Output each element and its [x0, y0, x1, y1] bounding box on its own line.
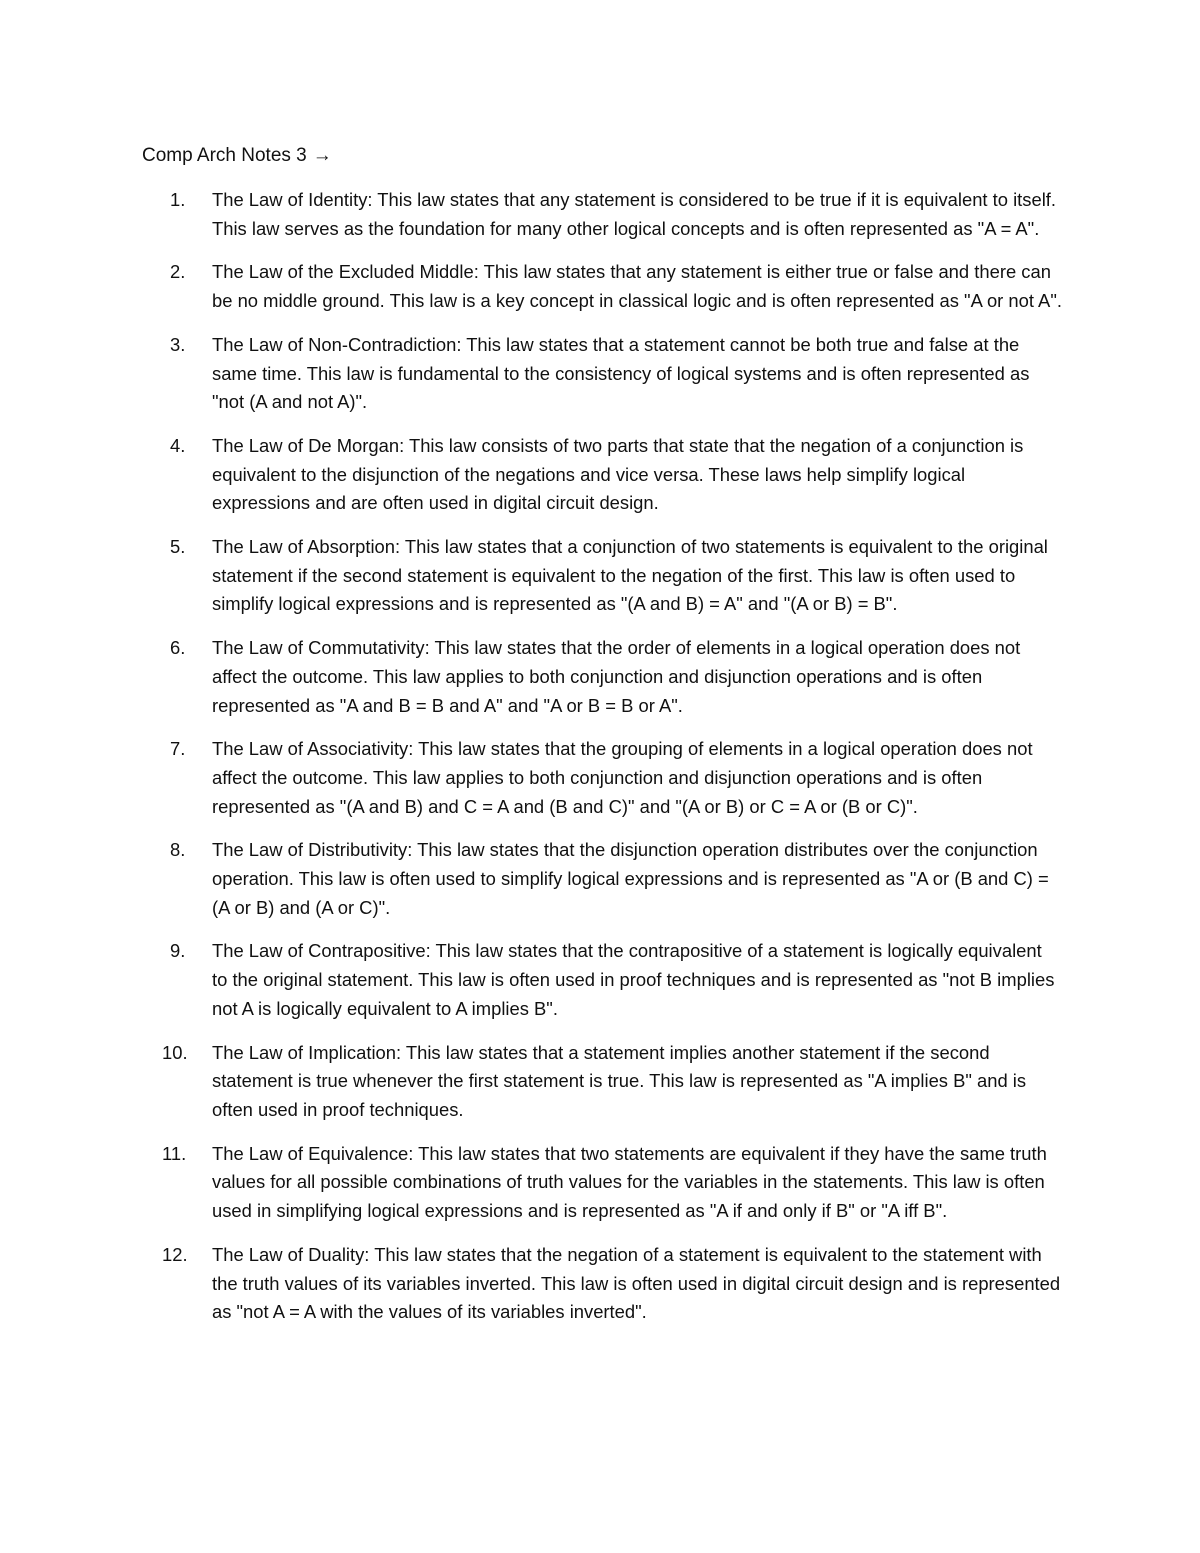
list-item-number: 12.: [162, 1243, 188, 1265]
list-item: [142, 331, 1062, 417]
list-item-text: The Law of Absorption: This law states that a conjunction of two statements is equivalent to the original statement if the second statement is equivalent to the negation of the first. This law is often used to simplify logical expressions and is represented as "(A and B) = A" and "(A or B) = B".: [212, 536, 1048, 615]
list-item-text: The Law of Identity: This law states that any statement is considered to be true if it is equivalent to itself. This law serves as the foundation for many other logical concepts and is often represented as "A = A".: [212, 189, 1057, 239]
list-item-text: The Law of the Excluded Middle: This law states that any statement is either true or false and there can be no middle ground. This law is a key concept in classical logic and is often represented as "A or not A".: [212, 261, 1062, 312]
list-item-text: The Law of Contrapositive: This law states that the contrapositive of a statement is logically equivalent to the original statement. This law is often used in proof techniques and is represented as "not B implies not A is logically equivalent to A implies B".: [212, 940, 1055, 1019]
list-item-number: 1.: [170, 189, 186, 210]
list-item-number: 7.: [170, 738, 186, 760]
list-item: [142, 937, 1062, 1023]
list-item: [142, 1140, 1062, 1226]
list-item-text: The Law of Commutativity: This law states that the order of elements in a logical operation does not affect the outcome. This law applies to both conjunction and disjunction operations and is often represented as "A and B = B and A" and "A or B = B or A".: [212, 637, 1021, 716]
list-item: [142, 836, 1062, 922]
list-item-text: The Law of Implication: This law states that a statement implies another statement if the second statement is true whenever the first statement is true. This law is represented as "A implies B" and is often used in proof techniques.: [212, 1041, 1027, 1120]
list-item: [142, 533, 1062, 619]
list-item-number: 8.: [170, 839, 186, 861]
list-item-number: 2.: [170, 261, 186, 283]
list-item: [142, 634, 1062, 720]
list-item: [142, 735, 1062, 821]
page-title: [142, 142, 332, 170]
numbered-list: [142, 186, 1062, 1342]
list-item-number: 11.: [162, 1142, 187, 1164]
list-item-text: The Law of Distributivity: This law states that the disjunction operation distributes over the conjunction operation. This law is often used to simplify logical expressions and is represented as "A or (B and C) = (A or B) and (A or C)".: [212, 839, 1049, 918]
list-item-number: 3.: [170, 333, 186, 355]
list-item-text: The Law of De Morgan: This law consists of two parts that state that the negation of a conjunction is equivalent to the disjunction of the negations and vice versa. These laws help simplify logical expressions and are often used in digital circuit design.: [212, 434, 1024, 514]
list-item-number: 4.: [170, 434, 186, 456]
page-title-text: Comp Arch Notes 3: [142, 145, 307, 166]
list-item: [142, 1241, 1062, 1327]
list-item-number: 6.: [170, 637, 186, 659]
list-item-number: 10.: [162, 1041, 188, 1063]
list-item-text: The Law of Associativity: This law states that the grouping of elements in a logical operation does not affect the outcome. This law applies to both conjunction and disjunction operations and is often represented as "(A and B) and C = A and (B and C)" and "(A or B) or C = A or (B or C)".: [212, 738, 1033, 817]
list-item-number: 5.: [170, 536, 186, 558]
right-arrow-icon: →: [312, 145, 332, 166]
list-item-text: The Law of Equivalence: This law states that two statements are equivalent if they have the same truth values for all possible combinations of truth values for the variables in the statements. This law is often used in simplifying logical expressions and is represented as "A if and only if B" or "A iff B".: [212, 1142, 1047, 1222]
list-item: [142, 432, 1062, 518]
list-item-text: The Law of Non-Contradiction: This law states that a statement cannot be both true and false at the same time. This law is fundamental to the consistency of logical systems and is often represented as "not (A and not A)".: [212, 333, 1030, 413]
list-item: [142, 258, 1062, 315]
list-item: [142, 186, 1062, 243]
list-item: [142, 1039, 1062, 1125]
list-item-number: 9.: [170, 940, 186, 962]
list-item-text: The Law of Duality: This law states that the negation of a statement is equivalent to the statement with the truth values of its variables inverted. This law is often used in digital circuit design and is represented as "not A = A with the values of its variables inverted".: [212, 1243, 1061, 1323]
